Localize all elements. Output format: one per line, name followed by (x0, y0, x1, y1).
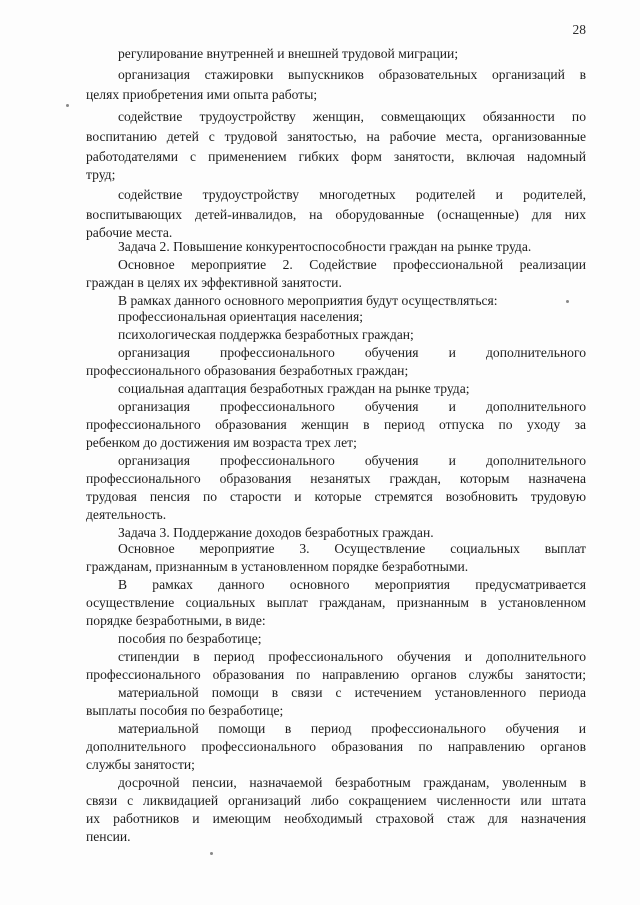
text-line: профессиональная ориентация населения; (118, 309, 364, 324)
text-line: организация стажировки выпускников образовательных организаций в (118, 67, 586, 82)
text-line: дополнительного профессионального образования по направлению органов (86, 739, 586, 754)
text-line: пособия по безработице; (118, 631, 262, 646)
scan-speck (210, 852, 213, 855)
text-line: материальной помощи в период профессионального обучения и (118, 721, 586, 736)
text-line: В рамках данного основного мероприятия будут осуществляться: (118, 293, 498, 308)
text-line: Основное мероприятие 3. Осуществление социальных выплат (118, 541, 586, 556)
text-line: работодателями с применением гибких форм занятости, включая надомный (86, 149, 586, 164)
text-line: деятельность. (86, 507, 167, 522)
text-line: профессионального образования незанятых граждан, которым назначена (86, 471, 586, 486)
text-line: досрочной пенсии, назначаемой безработным гражданам, уволенным в (118, 775, 586, 790)
text-line: содействие трудоустройству многодетных родителей и родителей, (118, 187, 586, 202)
text-line: стипендии в период профессионального обучения и дополнительного (118, 649, 586, 664)
text-line: организация профессионального обучения и дополнительного (118, 345, 586, 360)
text-line: порядке безработными, в виде: (86, 613, 266, 628)
text-line: Основное мероприятие 2. Содействие профессиональной реализации (118, 257, 586, 272)
text-line: осуществление социальных выплат гражданам, признанным в установленном (86, 595, 586, 610)
text-line: профессионального образования по направлению органов службы занятости; (86, 667, 586, 682)
text-line: социальная адаптация безработных граждан на рынке труда; (118, 381, 470, 396)
text-line: воспитывающих детей-инвалидов, на оборудованные (оснащенные) для них (86, 207, 586, 222)
text-line: материальной помощи в связи с истечением установленного периода (118, 685, 586, 700)
page-number: 28 (572, 22, 586, 37)
text-line: выплаты пособия по безработице; (86, 703, 284, 718)
text-line: гражданам, признанным в установленном порядке безработными. (86, 559, 469, 574)
text-line: целях приобретения ими опыта работы; (86, 87, 318, 102)
text-line: Задача 3. Поддержание доходов безработных граждан. (118, 525, 434, 540)
scan-speck (66, 104, 69, 107)
text-line: содействие трудоустройству женщин, совмещающих обязанности по (118, 109, 586, 124)
text-line: Задача 2. Повышение конкурентоспособности граждан на рынке труда. (118, 239, 532, 254)
text-line: связи с ликвидацией организаций либо сокращением численности или штата (86, 793, 586, 808)
text-line: В рамках данного основного мероприятия предусматривается (118, 577, 586, 592)
text-line: труд; (86, 167, 116, 182)
text-line: психологическая поддержка безработных граждан; (118, 327, 414, 342)
text-line: профессионального образования женщин в период отпуска по уходу за (86, 417, 586, 432)
text-line: регулирование внутренней и внешней трудовой миграции; (118, 46, 459, 61)
text-line: организация профессионального обучения и дополнительного (118, 453, 586, 468)
text-line: организация профессионального обучения и дополнительного (118, 399, 586, 414)
text-line: рабочие места. (86, 225, 173, 240)
text-line: граждан в целях их эффективной занятости. (86, 275, 342, 290)
text-line: ребенком до достижения им возраста трех лет; (86, 435, 357, 450)
text-line: службы занятости; (86, 757, 195, 772)
text-line: воспитанию детей с трудовой занятостью, на рабочие места, организованные (86, 129, 586, 144)
text-line: трудовая пенсия по старости и которые стремятся возобновить трудовую (86, 489, 586, 504)
text-line: пенсии. (86, 829, 131, 844)
scan-speck (566, 300, 569, 303)
text-line: их работников и имеющим необходимый страховой стаж для назначения (86, 811, 586, 826)
text-line: профессионального образования безработных граждан; (86, 363, 409, 378)
